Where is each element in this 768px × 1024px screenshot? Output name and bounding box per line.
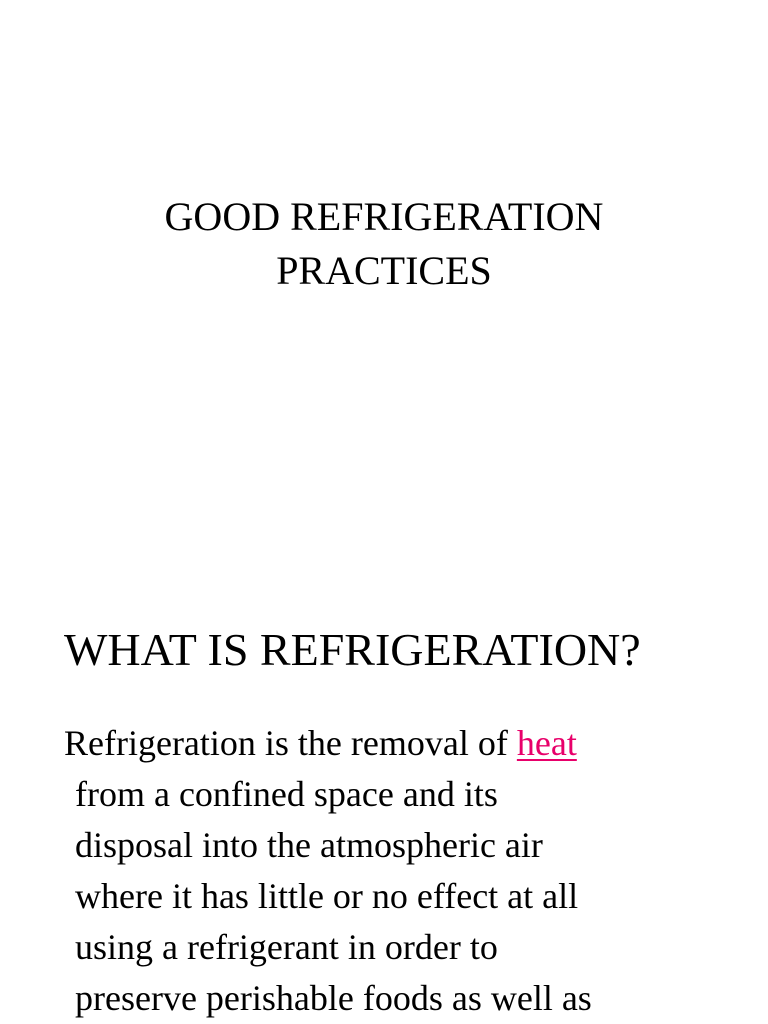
paragraph-line-1 bbox=[64, 718, 744, 769]
slide-title-line-2: PRACTICES bbox=[276, 248, 492, 293]
paragraph-line-5: using a refrigerant in order to bbox=[75, 927, 498, 967]
paragraph-line-4: where it has little or no effect at all bbox=[75, 876, 579, 916]
slide-title-line-1: GOOD REFRIGERATION bbox=[164, 194, 604, 239]
paragraph-line-3: disposal into the atmospheric air bbox=[75, 825, 543, 865]
paragraph-line-1-text: Refrigeration is the removal of bbox=[64, 723, 508, 763]
definition-paragraph bbox=[64, 718, 744, 1024]
slide-title bbox=[0, 190, 768, 298]
section-heading: WHAT IS REFRIGERATION? bbox=[64, 624, 641, 675]
heat-link[interactable]: heat bbox=[516, 723, 577, 763]
paragraph-line-6: preserve perishable foods as well as bbox=[75, 978, 592, 1018]
paragraph-line-2: from a confined space and its bbox=[75, 774, 498, 814]
